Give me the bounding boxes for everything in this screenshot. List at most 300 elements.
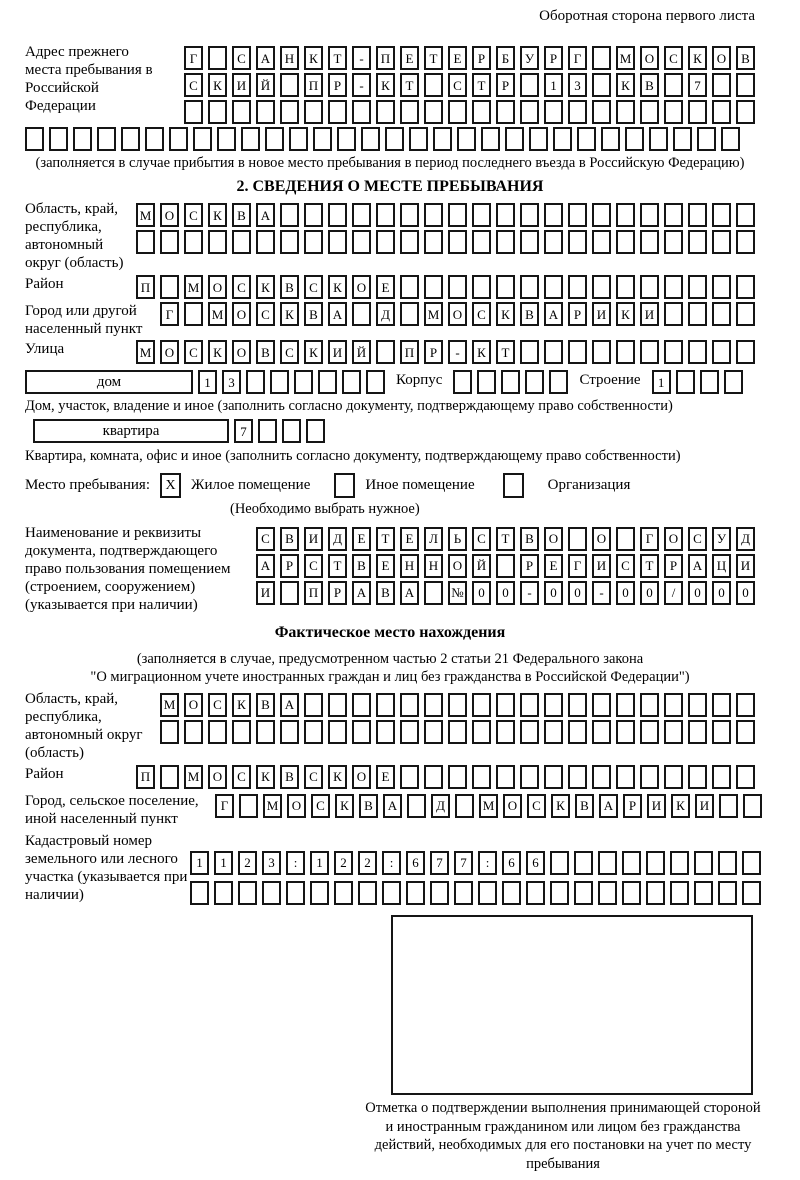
region-row-1 — [136, 203, 755, 227]
char-cell: О — [287, 794, 306, 818]
char-cell — [472, 765, 491, 789]
actual-location-note-1: (заполняется в случае, предусмотренном частью 2 статьи 21 Федерального закона — [136, 650, 644, 667]
char-cell — [724, 370, 743, 394]
char-cell: 2 — [238, 851, 257, 875]
char-cell — [424, 230, 443, 254]
char-cell: Г — [640, 527, 659, 551]
char-cell — [736, 720, 755, 744]
char-cell — [496, 230, 515, 254]
char-cell — [400, 100, 419, 124]
char-cell: Р — [424, 340, 443, 364]
char-cell — [258, 419, 277, 443]
char-cell: - — [352, 73, 371, 97]
prev-address-row-1 — [184, 46, 755, 70]
char-cell: А — [599, 794, 618, 818]
char-cell — [712, 693, 731, 717]
char-cell: М — [136, 203, 155, 227]
prev-address-block — [25, 43, 755, 124]
char-cell — [280, 100, 299, 124]
char-cell — [406, 881, 425, 905]
char-cell: А — [280, 693, 299, 717]
char-cell — [568, 100, 587, 124]
char-cell: А — [256, 554, 275, 578]
region-grid — [136, 200, 755, 254]
char-cell: Р — [520, 554, 539, 578]
char-cell: 7 — [454, 851, 473, 875]
char-cell: Г — [160, 302, 179, 326]
char-cell: 6 — [406, 851, 425, 875]
char-cell: Б — [496, 46, 515, 70]
house-box-label: дом — [25, 370, 193, 394]
char-cell — [477, 370, 496, 394]
char-cell: О — [352, 765, 371, 789]
char-cell — [184, 100, 203, 124]
char-cell — [688, 275, 707, 299]
char-cell — [664, 230, 683, 254]
char-cell — [664, 302, 683, 326]
char-cell: А — [688, 554, 707, 578]
char-cell: О — [712, 46, 731, 70]
char-cell — [616, 203, 635, 227]
char-cell — [160, 275, 179, 299]
char-cell — [407, 794, 426, 818]
char-cell — [721, 127, 740, 151]
char-cell — [448, 230, 467, 254]
house-note: Дом, участок, владение и иное (заполнить согласно документу, подтверждающему право собственности) — [25, 398, 673, 415]
char-cell — [544, 765, 563, 789]
document-label: Наименование и реквизиты документа, подтверждающего право пользования помещением (строением, сооружением) (указывается при наличии) — [25, 524, 231, 613]
char-cell — [400, 693, 419, 717]
char-cell — [646, 881, 665, 905]
region-row-2 — [136, 230, 755, 254]
stroenie-cells — [652, 370, 743, 394]
char-cell — [592, 720, 611, 744]
char-cell — [574, 881, 593, 905]
actual-region-row-2 — [160, 720, 755, 744]
char-cell — [520, 100, 539, 124]
char-cell: В — [520, 302, 539, 326]
actual-city-block — [25, 792, 755, 828]
char-cell — [664, 693, 683, 717]
char-cell: 1 — [214, 851, 233, 875]
char-cell: К — [208, 340, 227, 364]
char-cell — [649, 127, 668, 151]
char-cell: № — [448, 581, 467, 605]
apartment-note: Квартира, комната, офис и иное (заполнить согласно документу, подтверждающему право собственности) — [25, 448, 681, 465]
char-cell — [352, 230, 371, 254]
char-cell — [592, 340, 611, 364]
char-cell: 3 — [262, 851, 281, 875]
char-cell: Т — [328, 46, 347, 70]
char-cell: 3 — [568, 73, 587, 97]
char-cell: С — [232, 765, 251, 789]
char-cell — [424, 100, 443, 124]
char-cell: О — [160, 203, 179, 227]
char-cell: О — [352, 275, 371, 299]
char-cell: - — [592, 581, 611, 605]
stamp-caption: Отметка о подтверждении выполнения принимающей стороной и иностранным гражданином или лицом без гражданства действий, необходимых для его постановки на учет по месту пребывания — [365, 1099, 761, 1173]
char-cell: О — [232, 302, 251, 326]
char-cell — [640, 100, 659, 124]
char-cell — [736, 765, 755, 789]
char-cell: К — [376, 73, 395, 97]
char-cell: А — [256, 46, 275, 70]
street-block — [25, 340, 755, 364]
char-cell — [409, 127, 428, 151]
char-cell: - — [520, 581, 539, 605]
char-cell: Е — [376, 275, 395, 299]
char-cell — [616, 765, 635, 789]
char-cell — [282, 419, 301, 443]
char-cell — [625, 127, 644, 151]
char-cell — [712, 73, 731, 97]
char-cell — [688, 340, 707, 364]
char-cell: С — [280, 340, 299, 364]
char-cell — [496, 100, 515, 124]
char-cell — [358, 881, 377, 905]
char-cell: П — [304, 73, 323, 97]
char-cell — [448, 693, 467, 717]
char-cell: : — [286, 851, 305, 875]
char-cell — [592, 46, 611, 70]
char-cell: С — [304, 275, 323, 299]
char-cell — [472, 203, 491, 227]
char-cell — [592, 73, 611, 97]
char-cell: К — [616, 73, 635, 97]
char-cell — [718, 851, 737, 875]
char-cell — [568, 275, 587, 299]
char-cell — [568, 230, 587, 254]
char-cell: Р — [568, 302, 587, 326]
char-cell — [424, 720, 443, 744]
char-cell — [529, 127, 548, 151]
char-cell: Д — [328, 527, 347, 551]
char-cell: Г — [568, 554, 587, 578]
char-cell: О — [592, 527, 611, 551]
char-cell — [688, 765, 707, 789]
char-cell — [472, 230, 491, 254]
char-cell — [280, 581, 299, 605]
char-cell: А — [544, 302, 563, 326]
char-cell — [430, 881, 449, 905]
char-cell: Т — [400, 73, 419, 97]
char-cell — [694, 851, 713, 875]
char-cell — [400, 203, 419, 227]
char-cell — [352, 100, 371, 124]
char-cell: К — [304, 340, 323, 364]
korpus-label: Корпус — [396, 372, 443, 389]
char-cell — [289, 127, 308, 151]
char-cell — [664, 203, 683, 227]
char-cell — [352, 693, 371, 717]
char-cell: М — [424, 302, 443, 326]
char-cell — [328, 720, 347, 744]
char-cell: Ь — [448, 527, 467, 551]
char-cell — [574, 851, 593, 875]
char-cell — [496, 765, 515, 789]
char-cell: С — [232, 46, 251, 70]
char-cell: И — [256, 581, 275, 605]
char-cell: - — [352, 46, 371, 70]
char-cell: И — [640, 302, 659, 326]
region-block — [25, 200, 755, 272]
stay-place-block — [25, 473, 755, 498]
char-cell — [742, 881, 761, 905]
char-cell: К — [328, 275, 347, 299]
char-cell — [184, 302, 203, 326]
char-cell — [232, 230, 251, 254]
char-cell — [214, 881, 233, 905]
char-cell — [184, 720, 203, 744]
char-cell — [664, 100, 683, 124]
char-cell — [280, 203, 299, 227]
street-label: Улица — [25, 341, 65, 358]
char-cell — [424, 275, 443, 299]
char-cell — [688, 693, 707, 717]
char-cell — [544, 693, 563, 717]
prev-address-row-4 — [25, 127, 755, 151]
char-cell: О — [160, 340, 179, 364]
district-row — [136, 275, 755, 299]
char-cell — [361, 127, 380, 151]
char-cell — [376, 693, 395, 717]
char-cell — [304, 720, 323, 744]
char-cell — [526, 881, 545, 905]
char-cell: В — [640, 73, 659, 97]
section2-title: 2. СВЕДЕНИЯ О МЕСТЕ ПРЕБЫВАНИЯ — [236, 178, 544, 196]
char-cell: Е — [376, 765, 395, 789]
char-cell: Д — [736, 527, 755, 551]
char-cell — [743, 794, 762, 818]
char-cell — [455, 794, 474, 818]
char-cell — [568, 693, 587, 717]
char-cell — [304, 100, 323, 124]
stroenie-label: Строение — [579, 372, 641, 389]
char-cell: 1 — [652, 370, 671, 394]
char-cell — [496, 203, 515, 227]
char-cell: В — [280, 527, 299, 551]
char-cell — [520, 693, 539, 717]
char-cell: 0 — [640, 581, 659, 605]
char-cell: Е — [400, 46, 419, 70]
char-cell — [400, 230, 419, 254]
char-cell: Г — [184, 46, 203, 70]
char-cell — [544, 340, 563, 364]
checkbox-organization — [503, 473, 524, 498]
char-cell — [280, 720, 299, 744]
char-cell — [646, 851, 665, 875]
apartment-block — [25, 419, 755, 443]
char-cell: К — [280, 302, 299, 326]
char-cell: С — [311, 794, 330, 818]
char-cell — [616, 693, 635, 717]
char-cell: С — [472, 527, 491, 551]
char-cell — [712, 275, 731, 299]
char-cell — [472, 693, 491, 717]
char-cell — [640, 275, 659, 299]
char-cell: М — [184, 275, 203, 299]
char-cell — [328, 100, 347, 124]
char-cell — [25, 127, 44, 151]
char-cell: К — [328, 765, 347, 789]
char-cell — [544, 720, 563, 744]
char-cell: В — [304, 302, 323, 326]
char-cell — [454, 881, 473, 905]
char-cell — [496, 720, 515, 744]
char-cell — [453, 370, 472, 394]
char-cell: Н — [424, 554, 443, 578]
char-cell: У — [520, 46, 539, 70]
char-cell — [640, 230, 659, 254]
char-cell: Д — [431, 794, 450, 818]
char-cell — [208, 46, 227, 70]
char-cell — [616, 720, 635, 744]
apartment-box-label: квартира — [33, 419, 229, 443]
char-cell — [544, 100, 563, 124]
char-cell: Н — [400, 554, 419, 578]
stay-place-label: Место пребывания: — [25, 477, 150, 494]
char-cell — [313, 127, 332, 151]
char-cell — [239, 794, 258, 818]
char-cell: Р — [280, 554, 299, 578]
char-cell — [481, 127, 500, 151]
char-cell: Т — [424, 46, 443, 70]
char-cell: С — [184, 203, 203, 227]
char-cell: В — [736, 46, 755, 70]
char-cell: П — [376, 46, 395, 70]
char-cell: В — [280, 275, 299, 299]
char-cell — [550, 881, 569, 905]
char-cell — [568, 765, 587, 789]
char-cell — [549, 370, 568, 394]
prev-address-grid — [184, 43, 755, 124]
char-cell — [306, 419, 325, 443]
char-cell — [598, 851, 617, 875]
char-cell — [334, 881, 353, 905]
char-cell: 7 — [688, 73, 707, 97]
char-cell: 0 — [736, 581, 755, 605]
actual-region-label: Область, край, республика, автономный округ (область) — [25, 690, 143, 761]
char-cell: 0 — [688, 581, 707, 605]
char-cell — [568, 527, 587, 551]
char-cell — [550, 851, 569, 875]
char-cell: Е — [400, 527, 419, 551]
char-cell: С — [232, 275, 251, 299]
char-cell — [448, 100, 467, 124]
char-cell — [424, 581, 443, 605]
char-cell: И — [304, 527, 323, 551]
char-cell — [352, 302, 371, 326]
char-cell: И — [736, 554, 755, 578]
char-cell — [256, 230, 275, 254]
char-cell — [73, 127, 92, 151]
char-cell — [472, 275, 491, 299]
char-cell — [664, 275, 683, 299]
char-cell — [616, 100, 635, 124]
cadastral-row-2 — [190, 881, 761, 905]
char-cell — [262, 881, 281, 905]
char-cell — [712, 100, 731, 124]
char-cell: И — [592, 554, 611, 578]
char-cell — [520, 73, 539, 97]
char-cell: О — [208, 765, 227, 789]
char-cell: 6 — [502, 851, 521, 875]
char-cell — [502, 881, 521, 905]
char-cell — [376, 203, 395, 227]
cadastral-label: Кадастровый номер земельного или лесного участка (указывается при наличии) — [25, 832, 188, 903]
char-cell: В — [256, 340, 275, 364]
char-cell: О — [208, 275, 227, 299]
house-block — [25, 370, 755, 394]
char-cell — [318, 370, 337, 394]
char-cell: Р — [496, 73, 515, 97]
char-cell: С — [208, 693, 227, 717]
char-cell — [640, 340, 659, 364]
char-cell: Д — [376, 302, 395, 326]
actual-district-label: Район — [25, 765, 64, 782]
district-block — [25, 275, 755, 299]
char-cell — [520, 765, 539, 789]
char-cell: М — [208, 302, 227, 326]
char-cell: Р — [328, 581, 347, 605]
char-cell — [328, 230, 347, 254]
char-cell — [577, 127, 596, 151]
char-cell — [718, 881, 737, 905]
char-cell: 7 — [234, 419, 253, 443]
char-cell — [400, 302, 419, 326]
char-cell — [217, 127, 236, 151]
char-cell — [232, 100, 251, 124]
char-cell: 1 — [190, 851, 209, 875]
char-cell — [304, 693, 323, 717]
char-cell: Г — [568, 46, 587, 70]
char-cell — [664, 765, 683, 789]
char-cell: У — [712, 527, 731, 551]
char-cell — [592, 100, 611, 124]
char-cell — [448, 720, 467, 744]
char-cell: Т — [376, 527, 395, 551]
char-cell — [385, 127, 404, 151]
char-cell — [424, 73, 443, 97]
char-cell: В — [520, 527, 539, 551]
prev-address-row-3 — [184, 100, 755, 124]
char-cell — [688, 230, 707, 254]
char-cell: В — [256, 693, 275, 717]
char-cell: Е — [376, 554, 395, 578]
char-cell — [616, 527, 635, 551]
char-cell — [376, 100, 395, 124]
char-cell — [664, 73, 683, 97]
char-cell: И — [647, 794, 666, 818]
char-cell: К — [304, 46, 323, 70]
char-cell — [337, 127, 356, 151]
char-cell — [328, 203, 347, 227]
char-cell: Е — [352, 527, 371, 551]
char-cell — [616, 340, 635, 364]
char-cell — [400, 765, 419, 789]
char-cell — [544, 230, 563, 254]
char-cell — [376, 720, 395, 744]
char-cell — [616, 275, 635, 299]
char-cell: О — [232, 340, 251, 364]
char-cell — [688, 203, 707, 227]
char-cell — [742, 851, 761, 875]
char-cell — [712, 203, 731, 227]
apartment-cells — [234, 419, 325, 443]
char-cell: К — [472, 340, 491, 364]
actual-city-row — [215, 794, 762, 818]
checkbox-other-premises — [334, 473, 355, 498]
